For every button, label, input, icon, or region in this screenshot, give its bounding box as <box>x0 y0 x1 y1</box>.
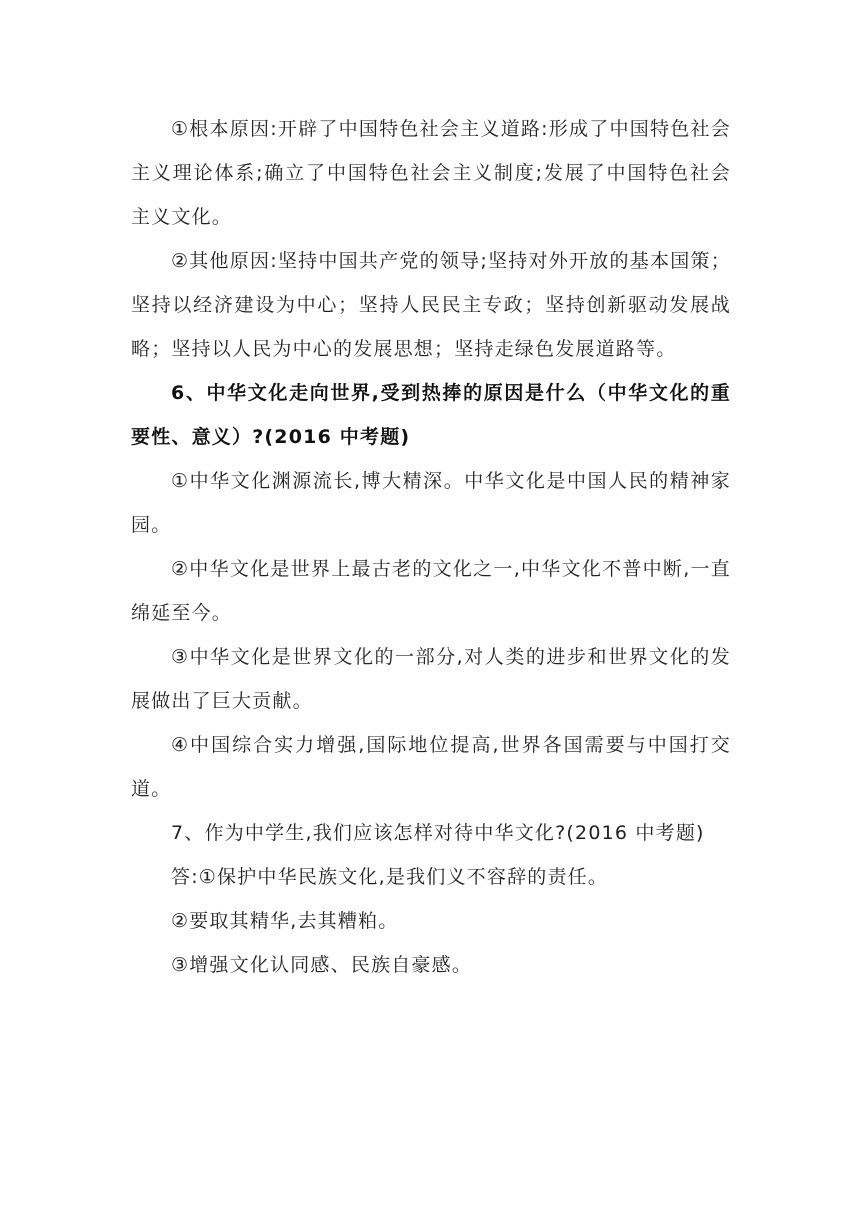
paragraph-culture-point-1: ①中华文化渊源流长,博大精深。中华文化是中国人民的精神家园。 <box>131 470 731 536</box>
question-6-heading: 6、中华文化走向世界,受到热捧的原因是什么（中华文化的重要性、意义）?(2016 中考题) <box>131 382 731 448</box>
paragraph-culture-point-2: ②中华文化是世界上最古老的文化之一,中华文化不普中断,一直绵延至今。 <box>131 558 731 624</box>
paragraph-root-cause: ①根本原因:开辟了中国特色社会主义道路:形成了中国特色社会主义理论体系;确立了中国特色社会主义制度;发展了中国特色社会主义文化。 <box>131 118 731 228</box>
paragraph-culture-point-4: ④中国综合实力增强,国际地位提高,世界各国需要与中国打交道。 <box>131 734 731 800</box>
paragraph-other-causes: ②其他原因:坚持中国共产党的领导;坚持对外开放的基本国策；坚持以经济建设为中心；坚持人民民主专政；坚持创新驱动发展战略；坚持以人民为中心的发展思想；坚持走绿色发展道路等。 <box>131 250 731 360</box>
paragraph-culture-point-3: ③中华文化是世界文化的一部分,对人类的进步和世界文化的发展做出了巨大贡献。 <box>131 646 731 712</box>
answer-point-3: ③增强文化认同感、民族自豪感。 <box>171 954 473 976</box>
document-page <box>131 107 731 987</box>
answer-point-2: ②要取其精华,去其糟粕。 <box>171 910 399 932</box>
question-7-heading: 7、作为中学生,我们应该怎样对待中华文化?(2016 中考题) <box>171 822 705 844</box>
answer-point-1: 答:①保护中华民族文化,是我们义不容辞的责任。 <box>171 866 609 888</box>
